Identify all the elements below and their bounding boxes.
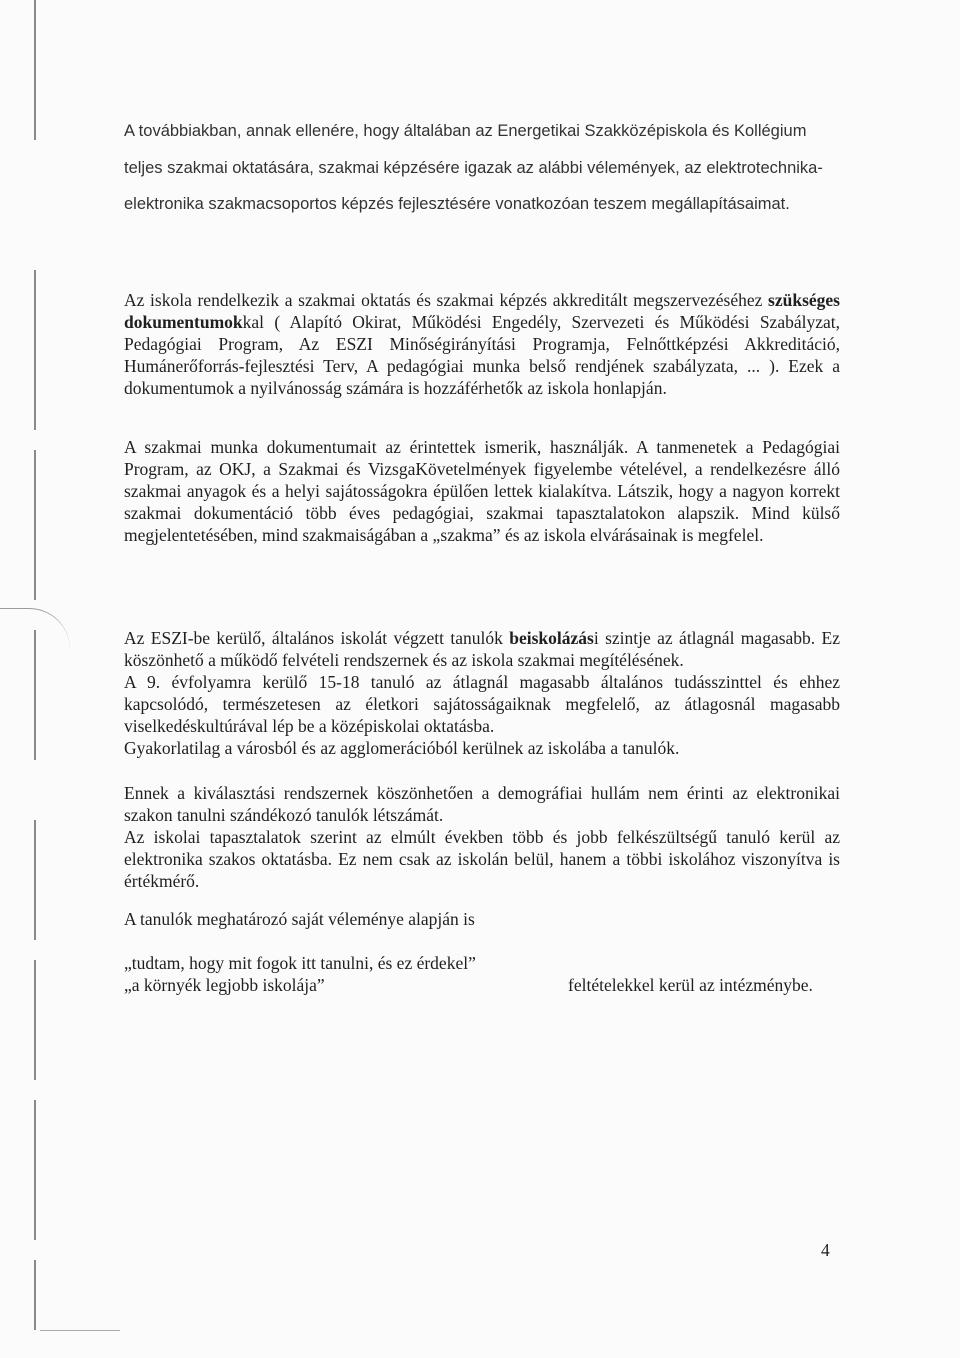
scan-edge-line <box>34 960 36 1080</box>
quote-suffix: feltételekkel kerül az intézménybe. <box>568 975 813 995</box>
enrollment-text-end: i szintje az átlagnál magasabb. Ez köszönhető a működő felvételi rendszernek és az iskola szakmai megítélésének. <box>124 628 840 670</box>
documents-bold-term: szükséges dokumentumok <box>124 290 840 332</box>
enrollment-line-1 <box>124 627 840 671</box>
documents-text-start: Az iskola rendelkezik a szakmai oktatás és szakmai képzés akkreditált megszervezéséhez <box>124 290 769 310</box>
student-quote-2: „a környék legjobb iskolája” <box>124 975 325 995</box>
student-opinion-intro: A tanulók meghatározó saját véleménye alapján is <box>124 909 475 929</box>
scan-edge-mark <box>0 608 70 649</box>
scan-bottom-line <box>40 1330 120 1331</box>
scan-edge-line <box>34 0 36 140</box>
selection-paragraph <box>124 782 840 892</box>
intro-paragraph: A továbbiakban, annak ellenére, hogy általában az Energetikai Szakközépiskola és Kollégium teljes szakmai oktatására, szakmai képzésére igazak az alábbi vélemények, az elektrotechnika-elektronika szakmacsoportos képzés fejlesztésére vonatkozóan teszem megállapításaimat. <box>124 122 823 213</box>
scan-edge-line <box>34 630 36 760</box>
student-quotes <box>124 952 476 996</box>
enrollment-text-start: Az ESZI-be kerülő, általános iskolát végzett tanulók <box>124 628 510 648</box>
selection-line-2: Az iskolai tapasztalatok szerint az elmúlt években több és jobb felkészültségű tanuló kerül az elektronika szakos oktatásba. Ez nem csak az iskolán belül, hanem a többi iskolához viszonyítva is értékmérő. <box>124 827 840 891</box>
documents-paragraph <box>124 289 840 399</box>
page-number: 4 <box>821 1240 830 1260</box>
enrollment-line-3: Gyakorlatilag a városból és az agglomerációból kerülnek az iskolába a tanulók. <box>124 738 680 758</box>
scan-edge-line <box>34 1100 36 1240</box>
scan-edge-line <box>34 820 36 940</box>
enrollment-bold-term: beiskolázás <box>509 628 594 648</box>
enrollment-paragraph <box>124 627 840 759</box>
scan-edge-line <box>34 450 36 600</box>
curriculum-paragraph: A szakmai munka dokumentumait az érintettek ismerik, használják. A tanmenetek a Pedagógiai Program, az OKJ, a Szakmai és VizsgaKövetelmények figyelembe vételével, a rendelkezésre álló szakmai anyagok és a helyi sajátosságokra épülően lettek kialakítva. Látszik, hogy a nagyon korrekt szakmai dokumentáció több éves pedagógiai, szakmai tapasztalatokon alapszik. Mind külső megjelentetésében, mind szakmaiságában a „szakma” és az iskola elvárásainak is megfelel. <box>124 437 840 545</box>
scan-edge-line <box>34 1260 36 1330</box>
documents-text-end: kal ( Alapító Okirat, Működési Engedély, Szervezeti és Működési Szabályzat, Pedagógiai Program, Az ESZI Minőségirányítási Programja, Felnőttképzési Akkreditáció, Humánerőforrás-fejlesztési Terv, A pedagógiai munka belső rendjének szabályzata, ... ). Ezek a dokumentumok a nyilvánosság számára is hozzáférhetők az iskola honlapján. <box>124 312 840 398</box>
scan-edge-line <box>34 270 36 430</box>
selection-line-1: Ennek a kiválasztási rendszernek köszönhetően a demográfiai hullám nem érinti az elektronikai szakon tanulni szándékozó tanulók létszámát. <box>124 783 840 825</box>
student-quote-1: „tudtam, hogy mit fogok itt tanulni, és ez érdekel” <box>124 953 476 973</box>
enrollment-line-2: A 9. évfolyamra kerülő 15-18 tanuló az átlagnál magasabb általános tudásszinttel és ehhez kapcsolódó, természetesen az életkori sajátosságaiknak megfelelő, az átlagosnál magasabb viselkedéskultúrával lép be a középiskolai oktatásba. <box>124 672 840 736</box>
